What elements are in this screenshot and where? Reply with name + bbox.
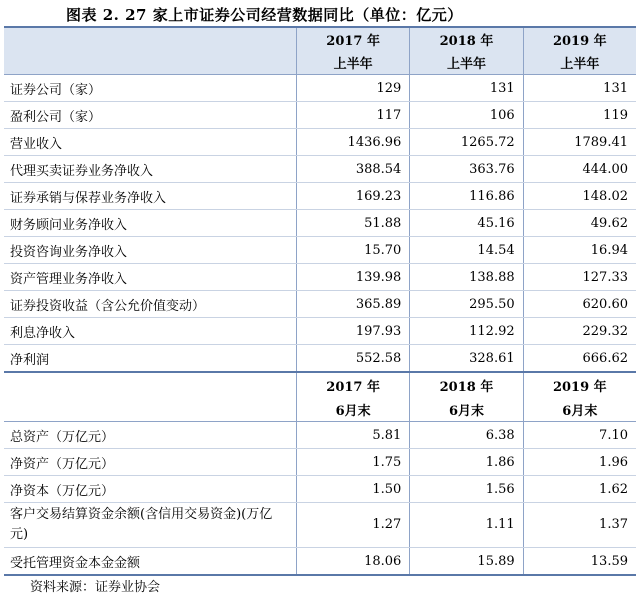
header-year: 2018 年 <box>410 372 523 397</box>
row-value: 7.10 <box>523 422 636 449</box>
row-label: 净利润 <box>4 345 296 373</box>
row-value: 328.61 <box>410 345 523 373</box>
row-value: 6.38 <box>410 422 523 449</box>
row-label: 净资产（万亿元） <box>4 449 296 476</box>
table-row <box>4 476 636 503</box>
row-value: 1.62 <box>523 476 636 503</box>
row-value: 49.62 <box>523 210 636 237</box>
table-row <box>4 264 636 291</box>
row-label: 投资咨询业务净收入 <box>4 237 296 264</box>
row-label: 证券公司（家） <box>4 75 296 102</box>
table-title: 图表 2. 27 家上市证券公司经营数据同比（单位：亿元） <box>66 6 463 24</box>
row-value: 1.27 <box>296 503 409 548</box>
row-value: 1.96 <box>523 449 636 476</box>
table-row <box>4 291 636 318</box>
header-period: 6月末 <box>523 397 636 422</box>
row-value: 1.37 <box>523 503 636 548</box>
row-label: 受托管理资金本金金额 <box>4 548 296 576</box>
source-note: 资料来源：证券业协会 <box>30 580 161 595</box>
row-value: 131 <box>523 75 636 102</box>
row-label: 证券承销与保荐业务净收入 <box>4 183 296 210</box>
data-table-container <box>4 26 636 576</box>
table-row <box>4 210 636 237</box>
header-period: 上半年 <box>523 51 636 75</box>
row-value: 1.50 <box>296 476 409 503</box>
header-year: 2017 年 <box>296 372 409 397</box>
row-label: 盈利公司（家） <box>4 102 296 129</box>
row-label: 代理买卖证券业务净收入 <box>4 156 296 183</box>
row-value: 51.88 <box>296 210 409 237</box>
row-value: 666.62 <box>523 345 636 373</box>
table-row <box>4 156 636 183</box>
row-value: 116.86 <box>410 183 523 210</box>
table-row <box>4 422 636 449</box>
table-row <box>4 318 636 345</box>
row-label: 营业收入 <box>4 129 296 156</box>
row-value: 139.98 <box>296 264 409 291</box>
table-row <box>4 449 636 476</box>
header-year: 2017 年 <box>296 27 409 51</box>
table-row <box>4 129 636 156</box>
row-value: 1789.41 <box>523 129 636 156</box>
row-label: 客户交易结算资金余额(含信用交易资金)(万亿元) <box>4 503 296 548</box>
header-year: 2019 年 <box>523 27 636 51</box>
row-value: 15.89 <box>410 548 523 576</box>
row-value: 14.54 <box>410 237 523 264</box>
row-value: 295.50 <box>410 291 523 318</box>
row-value: 129 <box>296 75 409 102</box>
header-row-years <box>4 372 636 397</box>
row-value: 363.76 <box>410 156 523 183</box>
table-row <box>4 548 636 576</box>
row-value: 365.89 <box>296 291 409 318</box>
row-value: 106 <box>410 102 523 129</box>
header-period: 6月末 <box>296 397 409 422</box>
row-label: 资产管理业务净收入 <box>4 264 296 291</box>
row-value: 45.16 <box>410 210 523 237</box>
row-value: 117 <box>296 102 409 129</box>
row-label: 净资本（万亿元） <box>4 476 296 503</box>
row-value: 119 <box>523 102 636 129</box>
header-year: 2019 年 <box>523 372 636 397</box>
table-row <box>4 345 636 373</box>
row-value: 1436.96 <box>296 129 409 156</box>
table-row <box>4 75 636 102</box>
header-period: 6月末 <box>410 397 523 422</box>
row-value: 197.93 <box>296 318 409 345</box>
header-period: 上半年 <box>296 51 409 75</box>
row-value: 138.88 <box>410 264 523 291</box>
header-corner <box>4 397 296 422</box>
header-row-period <box>4 51 636 75</box>
header-period: 上半年 <box>410 51 523 75</box>
row-value: 1.75 <box>296 449 409 476</box>
row-value: 15.70 <box>296 237 409 264</box>
row-label: 证券投资收益（含公允价值变动） <box>4 291 296 318</box>
row-value: 1.56 <box>410 476 523 503</box>
row-value: 112.92 <box>410 318 523 345</box>
row-value: 127.33 <box>523 264 636 291</box>
row-value: 18.06 <box>296 548 409 576</box>
row-value: 169.23 <box>296 183 409 210</box>
row-value: 388.54 <box>296 156 409 183</box>
row-label: 总资产（万亿元） <box>4 422 296 449</box>
row-value: 620.60 <box>523 291 636 318</box>
row-value: 229.32 <box>523 318 636 345</box>
row-label: 利息净收入 <box>4 318 296 345</box>
header-corner <box>4 27 296 51</box>
row-value: 16.94 <box>523 237 636 264</box>
table-row <box>4 237 636 264</box>
header-corner <box>4 51 296 75</box>
row-value: 13.59 <box>523 548 636 576</box>
header-row-period <box>4 397 636 422</box>
table-row <box>4 183 636 210</box>
row-value: 148.02 <box>523 183 636 210</box>
row-value: 1265.72 <box>410 129 523 156</box>
row-value: 1.11 <box>410 503 523 548</box>
header-corner <box>4 372 296 397</box>
row-value: 131 <box>410 75 523 102</box>
securities-data-table <box>4 26 636 576</box>
row-value: 5.81 <box>296 422 409 449</box>
table-row <box>4 102 636 129</box>
header-year: 2018 年 <box>410 27 523 51</box>
header-row-years <box>4 27 636 51</box>
row-value: 1.86 <box>410 449 523 476</box>
row-label: 财务顾问业务净收入 <box>4 210 296 237</box>
row-value: 444.00 <box>523 156 636 183</box>
table-row <box>4 503 636 548</box>
row-value: 552.58 <box>296 345 409 373</box>
